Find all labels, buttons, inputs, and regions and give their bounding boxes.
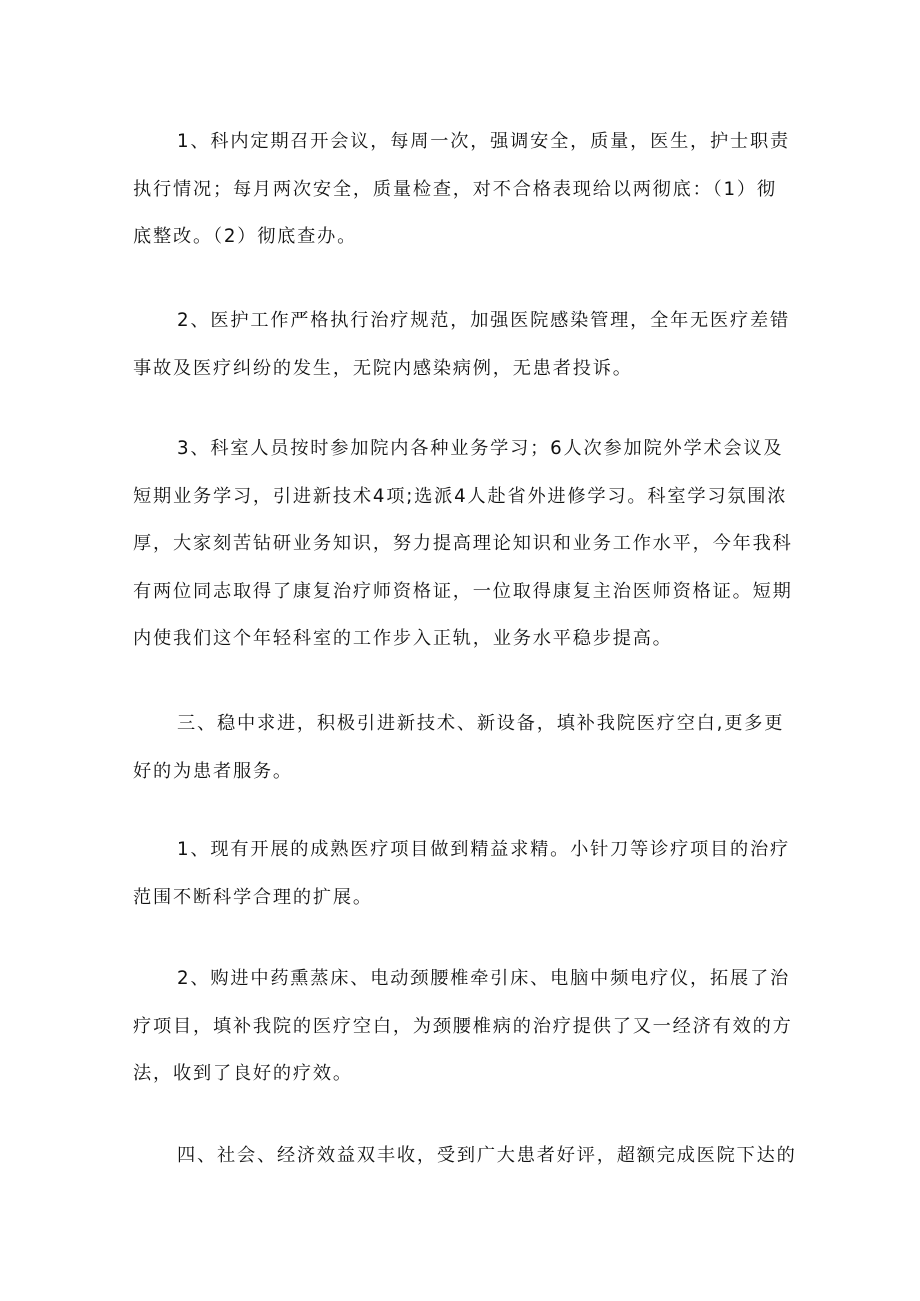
paragraph-5 (133, 826, 797, 921)
paragraph-2 (133, 297, 797, 392)
paragraph-line: 2、购进中药熏蒸床、电动颈腰椎牵引床、电脑中频电疗仪，拓展了治 (177, 968, 790, 989)
paragraph-line: 2、医护工作严格执行治疗规范，加强医院感染管理，全年无医疗差错 (177, 310, 790, 331)
paragraph-line: 底整改。（2）彻底查办。 (133, 226, 358, 247)
paragraph-line: 四、社会、经济效益双丰收，受到广大患者好评，超额完成医院下达的 (177, 1145, 797, 1166)
paragraph-line: 厚，大家刻苦钻研业务知识，努力提高理论知识和业务工作水平，今年我科 (133, 533, 793, 554)
paragraph-4 (133, 700, 797, 795)
paragraph-line: 1、现有开展的成熟医疗项目做到精益求精。小针刀等诊疗项目的治疗 (177, 839, 790, 860)
paragraph-7 (133, 1132, 797, 1180)
paragraph-line: 短期业务学习，引进新技术4项;选派4人赴省外进修学习。科室学习氛围浓 (133, 485, 788, 507)
paragraph-line: 3、科室人员按时参加院内各种业务学习；6人次参加院外学术会议及 (177, 438, 784, 459)
paragraph-line: 疗项目，填补我院的医疗空白，为颈腰椎病的治疗提供了又一经济有效的方 (133, 1015, 793, 1037)
paragraph-line: 有两位同志取得了康复治疗师资格证，一位取得康复主治医师资格证。短期 (133, 580, 793, 602)
paragraph-line: 事故及医疗纠纷的发生，无院内感染病例，无患者投诉。 (133, 357, 633, 379)
paragraph-line: 三、稳中求进，积极引进新技术、新设备，填补我院医疗空白,更多更 (177, 713, 785, 734)
paragraph-line: 执行情况；每月两次安全，质量检查，对不合格表现给以两彻底：（1）彻 (133, 178, 777, 200)
paragraph-6 (133, 955, 797, 1098)
paragraph-3 (133, 425, 797, 663)
paragraph-line: 法，收到了良好的疗效。 (133, 1063, 353, 1084)
paragraph-line: 好的为患者服务。 (133, 760, 293, 782)
paragraph-line: 内使我们这个年轻科室的工作步入正轨，业务水平稳步提高。 (133, 628, 673, 649)
paragraph-line: 范围不断科学合理的扩展。 (133, 886, 373, 908)
paragraph-line: 1、科内定期召开会议，每周一次，强调安全，质量，医生，护士职责 (177, 131, 790, 152)
paragraph-1 (133, 118, 797, 261)
